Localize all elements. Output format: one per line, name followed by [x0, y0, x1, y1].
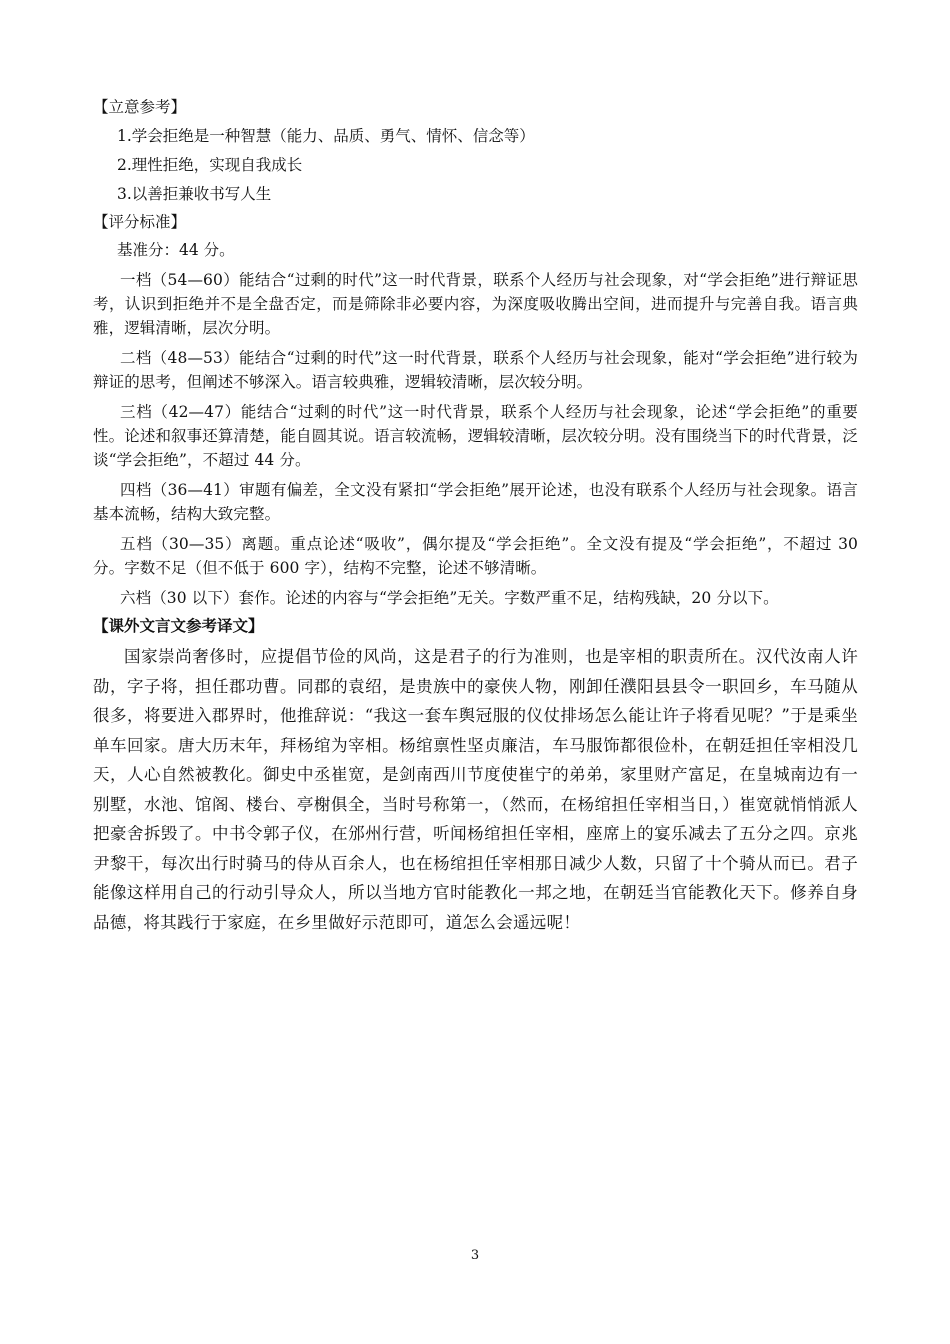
grade-2-paragraph: 二档（48—53）能结合“过剩的时代”这一时代背景，联系个人经历与社会现象，能对“学会拒绝”进行较为辩证的思考，但阐述不够深入。语言较典雅，逻辑较清晰，层次较分明。 [93, 349, 858, 391]
scoring-heading: 【评分标准】 [93, 213, 187, 231]
translation-paragraph: 国家崇尚奢侈时，应提倡节俭的风尚，这是君子的行为准则，也是宰相的职责所在。汉代汝南人许劭，字子将，担任郡功曹。同郡的袁绍，是贵族中的豪侠人物，刚卸任濮阳县县令一职回乡，车马随从很多，将要进入郡界时，他推辞说：“我这一套车舆冠服的仪仗排场怎么能让许子将看见呢？”于是乘坐单车回家。唐大历末年，拜杨绾为宰相。杨绾禀性坚贞廉洁，车马服饰都很俭朴，在朝廷担任宰相没几天，人心自然被教化。御史中丞崔宽，是剑南西川节度使崔宁的弟弟，家里财产富足，在皇城南边有一别墅，水池、馆阁、楼台、亭榭俱全，当时号称第一，（然而，在杨绾担任宰相当日，）崔宽就悄悄派人把豪舍拆毁了。中书令郭子仪，在邠州行营，听闻杨绾担任宰相，座席上的宴乐减去了五分之四。京兆尹黎干，每次出行时骑马的侍从百余人，也在杨绾担任宰相那日减少人数，只留了十个骑从而已。君子能像这样用自己的行动引导众人，所以当地方官时能教化一邦之地，在朝廷当官能教化天下。修养自身品德，将其践行于家庭，在乡里做好示范即可，道怎么会遥远呢！ [93, 647, 858, 932]
grade-1-paragraph: 一档（54—60）能结合“过剩的时代”这一时代背景，联系个人经历与社会现象，对“学会拒绝”进行辩证思考，认识到拒绝并不是全盘否定，而是筛除非必要内容，为深度吸收腾出空间，进而提升与完善自我。语言典雅，逻辑清晰，层次分明。 [93, 271, 858, 337]
grade-4-paragraph: 四档（36—41）审题有偏差，全文没有紧扣“学会拒绝”展开论述，也没有联系个人经历与社会现象。语言基本流畅，结构大致完整。 [93, 481, 858, 523]
ideas-heading: 【立意参考】 [93, 98, 187, 116]
grade-6-paragraph: 六档（30 以下）套作。论述的内容与“学会拒绝”无关。字数严重不足，结构残缺，20 分以下。 [120, 589, 779, 607]
grade-3-paragraph: 三档（42—47）能结合“过剩的时代”这一时代背景，联系个人经历与社会现象，论述“学会拒绝”的重要性。论述和叙事还算清楚，能自圆其说。语言较流畅，逻辑较清晰，层次较分明。没有围绕当下的时代背景，泛谈“学会拒绝”，不超过 44 分。 [93, 403, 858, 469]
idea-item-3: 3.以善拒兼收书写人生 [117, 185, 272, 203]
idea-item-1: 1.学会拒绝是一种智慧（能力、品质、勇气、情怀、信念等） [117, 127, 535, 145]
idea-item-2: 2.理性拒绝，实现自我成长 [117, 156, 303, 174]
document-content [93, 95, 858, 937]
page-number: 3 [470, 1248, 480, 1263]
translation-heading: 【课外文言文参考译文】 [93, 616, 264, 635]
grade-5-paragraph: 五档（30—35）离题。重点论述“吸收”，偶尔提及“学会拒绝”。全文没有提及“学会拒绝”，不超过 30 分。字数不足（但不低于 600 字），结构不完整，论述不够清晰。 [93, 535, 858, 577]
scoring-base-score: 基准分：44 分。 [117, 241, 235, 259]
